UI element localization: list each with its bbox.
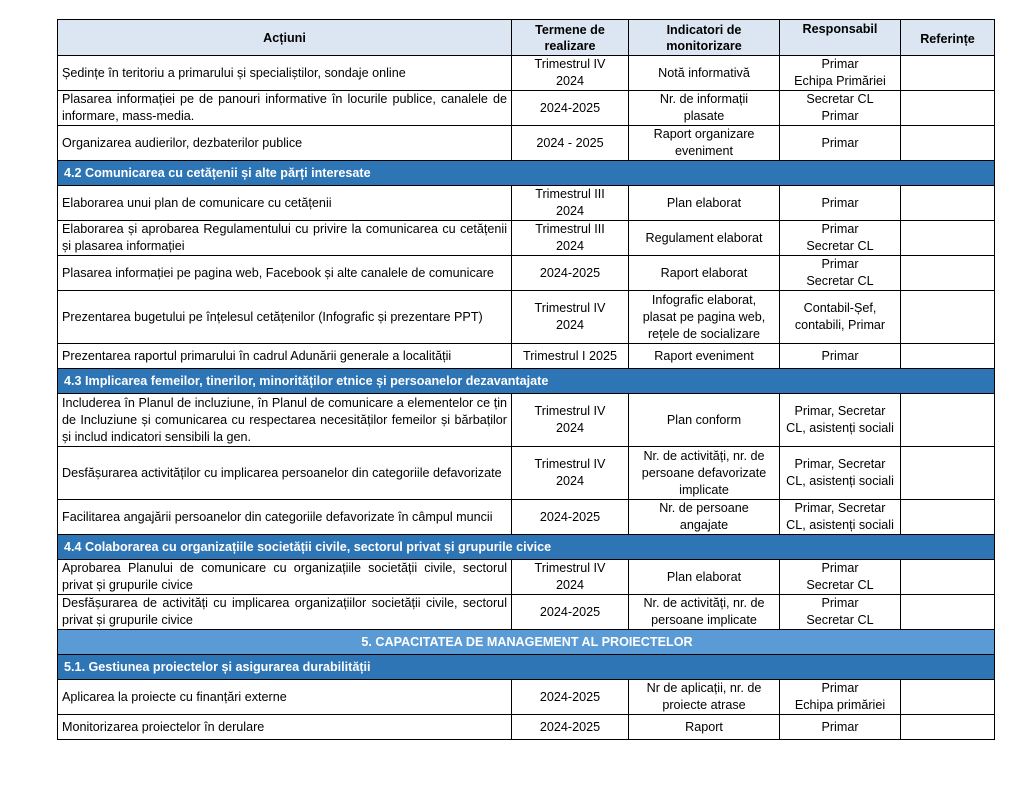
- table-body: [58, 56, 995, 740]
- indicator-cell: [629, 500, 780, 535]
- table-row: [58, 91, 995, 126]
- table-row: [58, 595, 995, 630]
- deadline-cell: [512, 500, 629, 535]
- responsible-cell-line: Primar, Secretar: [794, 501, 886, 515]
- responsible-cell-line: Secretar CL: [806, 92, 874, 106]
- action-cell: Elaborarea și aprobarea Regulamentului cu privire la comunicarea cu cetățenii și plasarea informației: [58, 221, 512, 256]
- indicator-cell-line: Raport elaborat: [660, 265, 748, 280]
- indicator-cell-line: implicate: [679, 482, 729, 497]
- section-header-row: [58, 369, 995, 394]
- deadline-cell-line: Trimestrul IV: [534, 404, 606, 418]
- deadline-cell: [512, 256, 629, 291]
- deadline-cell-line: Trimestrul III: [535, 222, 605, 236]
- responsible-cell: [780, 447, 901, 500]
- indicator-cell-line: Nr. de informații: [659, 92, 749, 106]
- action-cell: Facilitarea angajării persoanelor din categoriile defavorizate în câmpul muncii: [58, 500, 512, 535]
- responsible-cell-line: Secretar CL: [806, 613, 874, 627]
- table-row: [58, 256, 995, 291]
- table-row: [58, 126, 995, 161]
- table-row: [58, 447, 995, 500]
- action-plan-table: [57, 19, 995, 740]
- deadline-cell: [512, 560, 629, 595]
- responsible-cell-line: Primar: [821, 719, 859, 734]
- action-cell: Prezentarea bugetului pe înțelesul cetățenilor (Infografic și prezentare PPT): [58, 291, 512, 344]
- indicator-cell: [629, 56, 780, 91]
- action-cell: Aplicarea la proiecte cu finanțări externe: [58, 680, 512, 715]
- responsible-cell: [780, 291, 901, 344]
- indicator-cell-line: Regulament elaborat: [645, 230, 763, 245]
- responsible-cell-line: Secretar CL: [806, 578, 874, 592]
- action-cell: Monitorizarea proiectelor în derulare: [58, 715, 512, 740]
- responsible-cell-line: Primar: [821, 195, 859, 210]
- responsible-cell-line: CL, asistenți sociali: [786, 518, 894, 532]
- responsible-cell-line: Primar: [821, 135, 859, 150]
- indicator-cell: [629, 447, 780, 500]
- indicator-cell: [629, 91, 780, 126]
- indicator-cell-line: Notă informativă: [658, 65, 750, 80]
- section-title: 4.3 Implicarea femeilor, tinerilor, minorităților etnice și persoanelor dezavantajate: [58, 369, 995, 394]
- table-row: [58, 560, 995, 595]
- indicator-cell-line: eveniment: [674, 144, 734, 158]
- deadline-cell: [512, 291, 629, 344]
- action-cell: Includerea în Planul de incluziune, în Planul de comunicare a elementelor ce țin de Incluziune și comunicarea cu respectarea necesităților femeilor și bărbaților și includ indicatori sensibili la gen.: [58, 394, 512, 447]
- indicator-cell-line: plasat pe pagina web,: [642, 309, 766, 324]
- indicator-cell-line: angajate: [679, 518, 729, 532]
- indicator-cell: [629, 291, 780, 344]
- deadline-cell-line: 2024: [555, 74, 585, 88]
- indicator-cell-line: proiecte atrase: [662, 698, 746, 712]
- indicator-cell: [629, 595, 780, 630]
- action-cell: Plasarea informației pe pagina web, Facebook și alte canalele de comunicare: [58, 256, 512, 291]
- reference-cell: [901, 56, 995, 91]
- section-title: 4.4 Colaborarea cu organizațiile societății civile, sectorul privat și grupurile civice: [58, 535, 995, 560]
- deadline-cell-line: Trimestrul III: [535, 187, 605, 201]
- deadline-cell: [512, 221, 629, 256]
- section-title: 5.1. Gestiunea proiectelor și asigurarea durabilității: [58, 655, 995, 680]
- header-references: Referințe: [901, 20, 995, 56]
- indicator-cell-line: Nr. de persoane: [659, 501, 749, 515]
- indicator-cell: [629, 221, 780, 256]
- action-cell: Ședințe în teritoriu a primarului și specialiștilor, sondaje online: [58, 56, 512, 91]
- deadline-cell: [512, 595, 629, 630]
- deadline-cell: [512, 186, 629, 221]
- indicator-cell-line: Nr de aplicații, nr. de: [646, 681, 762, 695]
- indicator-cell-line: Raport organizare: [653, 127, 755, 141]
- deadline-cell-line: 2024: [555, 318, 585, 332]
- responsible-cell-line: Echipa primăriei: [794, 698, 886, 712]
- indicator-cell: [629, 560, 780, 595]
- responsible-cell-line: Primar: [821, 222, 859, 236]
- deadline-cell-line: 2024: [555, 474, 585, 488]
- deadline-cell-line: 2024: [555, 239, 585, 253]
- deadline-cell-line: Trimestrul IV: [534, 457, 606, 471]
- responsible-cell: [780, 126, 901, 161]
- action-cell: Prezentarea raportul primarului în cadrul Adunării generale a localității: [58, 344, 512, 369]
- indicator-cell-line: Infografic elaborat,: [651, 292, 757, 307]
- responsible-cell: [780, 186, 901, 221]
- responsible-cell: [780, 221, 901, 256]
- responsible-cell-line: Primar: [821, 57, 859, 71]
- table-row: [58, 500, 995, 535]
- responsible-cell-line: CL, asistenți sociali: [786, 421, 894, 435]
- deadline-cell-line: 2024: [555, 578, 585, 592]
- table-row: [58, 680, 995, 715]
- action-cell: Aprobarea Planului de comunicare cu organizațiile societății civile, sectorul privat și grupurile civice: [58, 560, 512, 595]
- section-header-row: [58, 630, 995, 655]
- table-row: [58, 394, 995, 447]
- reference-cell: [901, 256, 995, 291]
- responsible-cell-line: Primar: [821, 348, 859, 363]
- indicator-cell-line: Plan elaborat: [666, 195, 742, 210]
- responsible-cell: [780, 715, 901, 740]
- responsible-cell-line: Primar: [821, 561, 859, 575]
- responsible-cell-line: Primar, Secretar: [794, 457, 886, 471]
- indicator-cell: [629, 126, 780, 161]
- reference-cell: [901, 500, 995, 535]
- section-header-row: [58, 161, 995, 186]
- action-cell: Organizarea audierilor, dezbaterilor publice: [58, 126, 512, 161]
- reference-cell: [901, 126, 995, 161]
- section-header-row: [58, 655, 995, 680]
- reference-cell: [901, 344, 995, 369]
- table-row: [58, 291, 995, 344]
- deadline-cell-line: 2024-2025: [539, 689, 601, 704]
- responsible-cell: [780, 394, 901, 447]
- reference-cell: [901, 221, 995, 256]
- section-title: 5. CAPACITATEA DE MANAGEMENT AL PROIECTELOR: [58, 630, 995, 655]
- responsible-cell-line: Primar: [821, 109, 859, 123]
- deadline-cell: [512, 91, 629, 126]
- header-responsible: Responsabil: [780, 20, 901, 56]
- header-actions: Acțiuni: [58, 20, 512, 56]
- indicator-cell-line: Raport: [685, 719, 723, 734]
- indicator-cell: [629, 715, 780, 740]
- responsible-cell-line: Echipa Primăriei: [794, 74, 886, 88]
- deadline-cell-line: 2024 - 2025: [536, 135, 604, 150]
- reference-cell: [901, 91, 995, 126]
- responsible-cell: [780, 680, 901, 715]
- reference-cell: [901, 560, 995, 595]
- deadline-cell-line: 2024-2025: [539, 509, 601, 524]
- responsible-cell: [780, 91, 901, 126]
- responsible-cell-line: Primar: [821, 596, 859, 610]
- deadline-cell: [512, 344, 629, 369]
- responsible-cell-line: Contabil-Șef,: [803, 301, 877, 315]
- responsible-cell: [780, 560, 901, 595]
- responsible-cell-line: Secretar CL: [806, 239, 874, 253]
- indicator-cell: [629, 256, 780, 291]
- reference-cell: [901, 447, 995, 500]
- responsible-cell-line: Primar: [821, 681, 859, 695]
- reference-cell: [901, 394, 995, 447]
- table-row: [58, 715, 995, 740]
- indicator-cell-line: persoane defavorizate: [641, 465, 767, 480]
- table-row: [58, 344, 995, 369]
- deadline-cell-line: Trimestrul IV: [534, 301, 606, 315]
- indicator-cell: [629, 394, 780, 447]
- indicator-cell-line: Plan conform: [666, 412, 742, 427]
- indicator-cell-line: rețele de socializare: [647, 326, 760, 341]
- indicator-cell-line: Raport eveniment: [654, 348, 754, 363]
- section-header-row: [58, 535, 995, 560]
- deadline-cell: [512, 394, 629, 447]
- responsible-cell-line: contabili, Primar: [794, 318, 886, 332]
- deadline-cell-line: 2024-2025: [539, 719, 601, 734]
- responsible-cell: [780, 56, 901, 91]
- indicator-cell: [629, 680, 780, 715]
- action-cell: Plasarea informației pe de panouri informative în locurile publice, canalele de informare, mass-media.: [58, 91, 512, 126]
- indicator-cell-line: Plan elaborat: [666, 569, 742, 584]
- deadline-cell: [512, 56, 629, 91]
- header-indicators: Indicatori de monitorizare: [629, 20, 780, 56]
- deadline-cell-line: Trimestrul I 2025: [522, 348, 618, 363]
- indicator-cell-line: plasate: [683, 109, 725, 123]
- indicator-cell: [629, 186, 780, 221]
- table-row: [58, 186, 995, 221]
- deadline-cell: [512, 126, 629, 161]
- reference-cell: [901, 186, 995, 221]
- deadline-cell-line: Trimestrul IV: [534, 57, 606, 71]
- header-row: [58, 20, 995, 56]
- deadline-cell-line: 2024-2025: [539, 604, 601, 619]
- indicator-cell-line: persoane implicate: [651, 613, 757, 627]
- reference-cell: [901, 715, 995, 740]
- responsible-cell: [780, 500, 901, 535]
- deadline-cell-line: Trimestrul IV: [534, 561, 606, 575]
- header-deadlines: Termene de realizare: [512, 20, 629, 56]
- action-cell: Elaborarea unui plan de comunicare cu cetățenii: [58, 186, 512, 221]
- action-cell: Desfășurarea activităților cu implicarea persoanelor din categoriile defavorizate: [58, 447, 512, 500]
- deadline-cell-line: 2024-2025: [539, 100, 601, 115]
- table-row: [58, 221, 995, 256]
- reference-cell: [901, 291, 995, 344]
- action-cell: Desfășurarea de activități cu implicarea organizațiilor societății civile, sectorul privat și grupurile civice: [58, 595, 512, 630]
- deadline-cell: [512, 680, 629, 715]
- responsible-cell-line: CL, asistenți sociali: [786, 474, 894, 488]
- reference-cell: [901, 680, 995, 715]
- indicator-cell: [629, 344, 780, 369]
- deadline-cell-line: 2024-2025: [539, 265, 601, 280]
- deadline-cell: [512, 715, 629, 740]
- responsible-cell: [780, 595, 901, 630]
- deadline-cell: [512, 447, 629, 500]
- responsible-cell-line: Primar: [821, 257, 859, 271]
- indicator-cell-line: Nr. de activități, nr. de: [643, 448, 765, 463]
- deadline-cell-line: 2024: [555, 421, 585, 435]
- responsible-cell: [780, 256, 901, 291]
- responsible-cell-line: Primar, Secretar: [794, 404, 886, 418]
- responsible-cell: [780, 344, 901, 369]
- indicator-cell-line: Nr. de activități, nr. de: [643, 596, 765, 610]
- responsible-cell-line: Secretar CL: [806, 274, 874, 288]
- section-title: 4.2 Comunicarea cu cetățenii și alte părți interesate: [58, 161, 995, 186]
- reference-cell: [901, 595, 995, 630]
- table-row: [58, 56, 995, 91]
- deadline-cell-line: 2024: [555, 204, 585, 218]
